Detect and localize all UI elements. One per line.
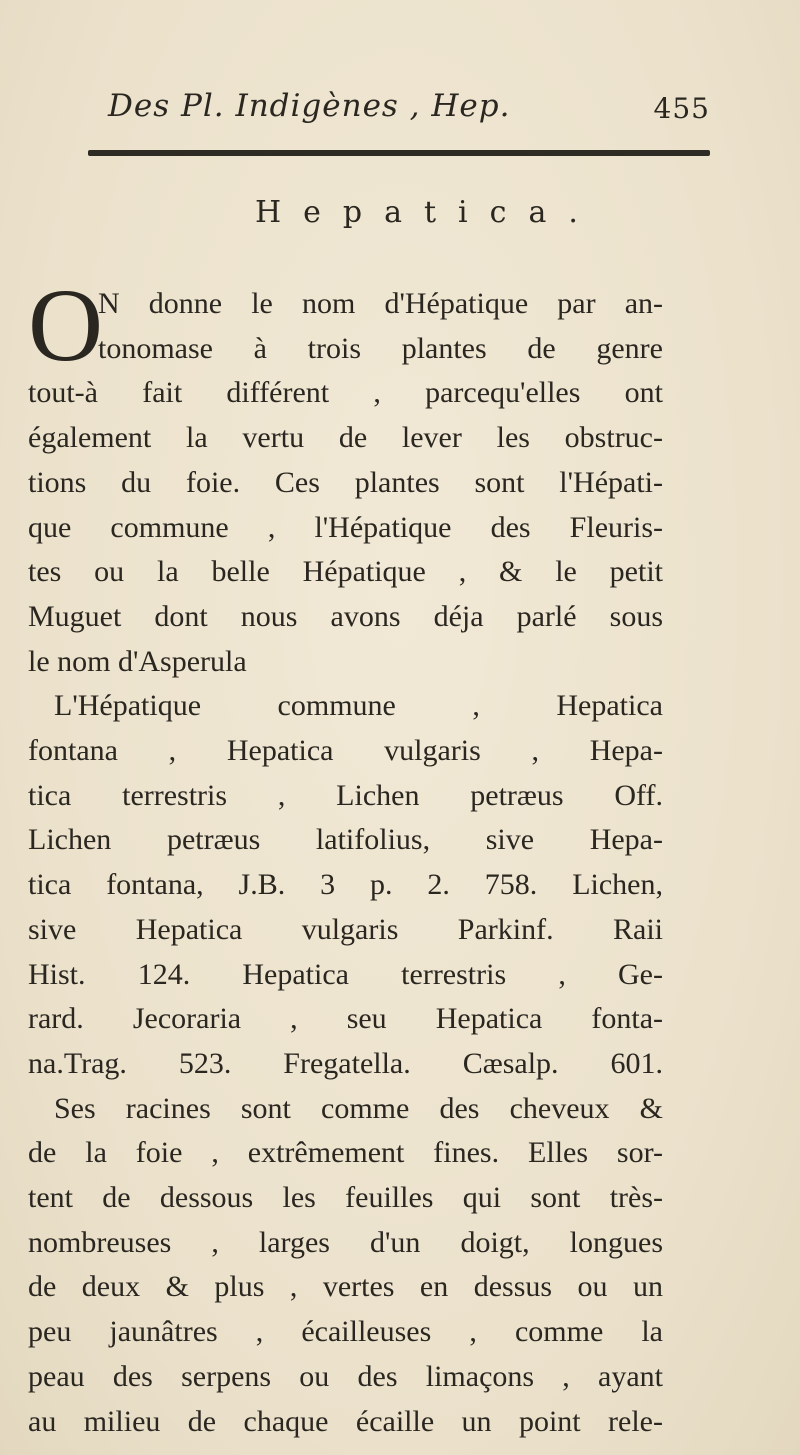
running-title: Des Pl. Indigènes , Hep. — [108, 88, 511, 124]
text-line: tica terrestris , Lichen petræus Off. — [28, 778, 663, 812]
text-line: Muguet dont nous avons déja parlé sous — [28, 599, 663, 633]
text-line: sive Hepatica vulgaris Parkinf. Raii — [28, 912, 663, 946]
running-head — [108, 88, 718, 138]
text-line: tent de dessous les feuilles qui sont très- — [28, 1181, 663, 1215]
page-number: 455 — [653, 92, 710, 125]
text-line: Ses racines sont comme des cheveux & — [54, 1091, 663, 1125]
text-line: N donne le nom d'Hépatique par an- — [98, 287, 663, 320]
text-line: L'Hépatique commune , Hepatica — [54, 689, 663, 723]
section-title: Hepatica. — [255, 195, 600, 230]
text-line: rard. Jecoraria , seu Hepatica fonta- — [28, 1002, 663, 1036]
text-line: également la vertu de lever les obstruc- — [28, 421, 663, 455]
text-line: peau des serpens ou des limaçons , ayant — [28, 1359, 663, 1393]
text-line: fontana , Hepatica vulgaris , Hepa- — [28, 734, 663, 768]
text-line: tout-à fait différent , parcequ'elles ont — [28, 376, 663, 410]
text-line: nombreuses , larges d'un doigt, longues — [28, 1225, 663, 1259]
paragraph-1 — [28, 268, 663, 684]
text-line: le nom d'Asperula — [28, 644, 247, 678]
drop-cap: O — [28, 268, 104, 383]
paragraph-3 — [28, 1087, 663, 1445]
paragraph-2 — [28, 684, 663, 1086]
text-line: tions du foie. Ces plantes sont l'Hépati- — [28, 465, 663, 499]
text-line: de la foie , extrêmement fines. Elles sor- — [28, 1136, 663, 1170]
text-line: Lichen petræus latifolius, sive Hepa- — [28, 823, 663, 857]
text-line: au milieu de chaque écaille un point rele- — [28, 1404, 663, 1438]
header-rule — [88, 150, 710, 156]
text-line: tonomase à trois plantes de genre — [98, 331, 663, 365]
text-line: Hist. 124. Hepatica terrestris , Ge- — [28, 957, 663, 991]
body-text — [28, 268, 663, 1444]
text-line: de deux & plus , vertes en dessus ou un — [28, 1270, 663, 1304]
text-line: na.Trag. 523. Fregatella. Cæsalp. 601. — [28, 1046, 663, 1080]
text-line: tica fontana, J.B. 3 p. 2. 758. Lichen, — [28, 868, 663, 902]
text-line: tes ou la belle Hépatique , & le petit — [28, 555, 663, 589]
text-line: que commune , l'Hépatique des Fleuris- — [28, 510, 663, 544]
text-line: peu jaunâtres , écailleuses , comme la — [28, 1315, 663, 1349]
